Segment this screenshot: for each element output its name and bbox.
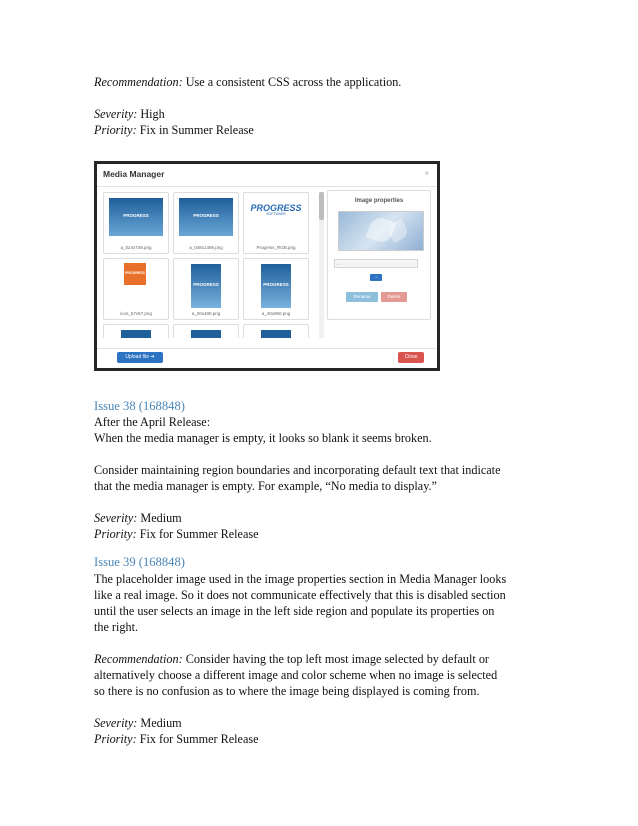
severity-value: High xyxy=(137,107,165,121)
thumbnail-item[interactable] xyxy=(103,192,169,254)
issue-39-line: until the user selects an image in the left side region and populate its properties on xyxy=(94,604,495,618)
recommendation-line xyxy=(94,74,401,90)
thumbnail-image-text: PROGRESS xyxy=(193,213,219,219)
issue-39-recommendation xyxy=(94,651,489,667)
thumbnail-caption: a_024x749.png xyxy=(120,245,152,250)
recommendation-label: Recommendation: xyxy=(94,75,183,89)
dialog-title: Media Manager xyxy=(103,169,165,179)
properties-title: Image properties xyxy=(354,198,404,204)
severity-label: Severity: xyxy=(94,716,138,730)
thumbnail-image xyxy=(109,198,163,236)
media-manager-screenshot xyxy=(94,161,440,371)
thumbnail-caption: icon_57x57.png xyxy=(120,311,152,316)
issue-39-line: The placeholder image used in the image properties section in Media Manager looks xyxy=(94,572,507,586)
thumbnail-item[interactable] xyxy=(173,258,239,320)
issue-39-line: so there is no confusion as to where the image being displayed is coming from. xyxy=(94,684,480,698)
priority-label: Priority: xyxy=(94,527,137,541)
issue-38-priority xyxy=(94,526,259,542)
thumbnail-image xyxy=(191,330,221,338)
thumbnail-image-text: PROGRESS xyxy=(263,281,289,287)
close-button[interactable]: Close xyxy=(398,352,424,363)
priority-label: Priority: xyxy=(94,123,137,137)
thumbnail-image xyxy=(124,263,146,285)
media-manager-dialog xyxy=(97,164,437,368)
apply-arrow-button[interactable]: → xyxy=(370,274,382,281)
thumbnail-item[interactable] xyxy=(173,324,239,338)
close-icon[interactable]: × xyxy=(424,169,429,178)
severity-value: Medium xyxy=(137,511,182,525)
recommendation-text: Consider having the top left most image selected by default or xyxy=(182,652,489,666)
issue-39-line: like a real image. So it does not communicate effectively that this is disabled section xyxy=(94,588,506,602)
grid-scrollbar[interactable] xyxy=(319,192,324,338)
issue-39-line: alternatively choose a different image and color scheme when no image is selected xyxy=(94,668,498,682)
priority-value: Fix for Summer Release xyxy=(136,527,259,541)
thumbnail-image xyxy=(261,330,291,338)
thumbnail-image xyxy=(179,198,233,236)
thumbnail-item[interactable] xyxy=(103,324,169,338)
thumbnail-item[interactable] xyxy=(173,192,239,254)
severity-line xyxy=(94,106,165,122)
issue-38-line: that the media manager is empty. For example, “No media to display.” xyxy=(94,479,437,493)
recommendation-text: Use a consistent CSS across the application. xyxy=(182,75,402,89)
thumbnail-item[interactable] xyxy=(243,192,309,254)
placeholder-image xyxy=(338,211,424,251)
thumbnail-caption: Progress_RGB.png xyxy=(256,245,296,250)
upload-file-button[interactable]: Upload file ➔ xyxy=(117,352,163,363)
thumbnail-item[interactable] xyxy=(243,258,309,320)
issue-38-line: After the April Release: xyxy=(94,415,211,429)
thumbnail-item[interactable] xyxy=(243,324,309,338)
thumbnail-image xyxy=(191,264,221,308)
priority-label: Priority: xyxy=(94,732,137,746)
thumbnail-caption: a_40x960.png xyxy=(261,311,291,316)
image-properties-panel xyxy=(327,190,431,320)
thumbnail-caption: a_048x1496.png xyxy=(189,245,223,250)
dialog-footer xyxy=(97,348,437,368)
logo-subtext: SOFTWARE xyxy=(266,212,286,216)
priority-line xyxy=(94,122,254,138)
thumbnail-image-text: PROGRESS xyxy=(123,213,149,219)
issue-38-line: When the media manager is empty, it looks so blank it seems broken. xyxy=(94,431,432,445)
thumbnail-image-text: PROGRESS xyxy=(193,281,219,287)
thumbnail-image-text: PROGRESS xyxy=(125,270,145,275)
issue-38-line: Consider maintaining region boundaries and incorporating default text that indicate xyxy=(94,463,501,477)
issue-39-title: Issue 39 (168848) xyxy=(94,555,185,569)
issue-39-severity xyxy=(94,715,182,731)
severity-label: Severity: xyxy=(94,511,138,525)
filename-input[interactable]: ... xyxy=(334,259,418,268)
progress-logo xyxy=(248,203,304,225)
severity-label: Severity: xyxy=(94,107,138,121)
issue-38-title: Issue 38 (168848) xyxy=(94,399,185,413)
severity-value: Medium xyxy=(137,716,182,730)
recommendation-label: Recommendation: xyxy=(94,652,183,666)
thumbnail-item[interactable] xyxy=(103,258,169,320)
issue-39-line: the right. xyxy=(94,620,139,634)
thumbnail-caption: a_20x480.png xyxy=(191,311,221,316)
logo-text: PROGRESS xyxy=(250,203,302,213)
rename-button[interactable]: Rename xyxy=(346,292,378,302)
delete-button[interactable]: Delete xyxy=(381,292,407,302)
thumbnail-image xyxy=(121,330,151,338)
priority-value: Fix for Summer Release xyxy=(136,732,259,746)
thumbnail-grid xyxy=(103,192,317,338)
issue-39-priority xyxy=(94,731,259,747)
priority-value: Fix in Summer Release xyxy=(136,123,254,137)
dialog-header xyxy=(97,164,437,187)
thumbnail-image xyxy=(261,264,291,308)
issue-38-severity xyxy=(94,510,182,526)
scrollbar-thumb[interactable] xyxy=(319,192,324,220)
